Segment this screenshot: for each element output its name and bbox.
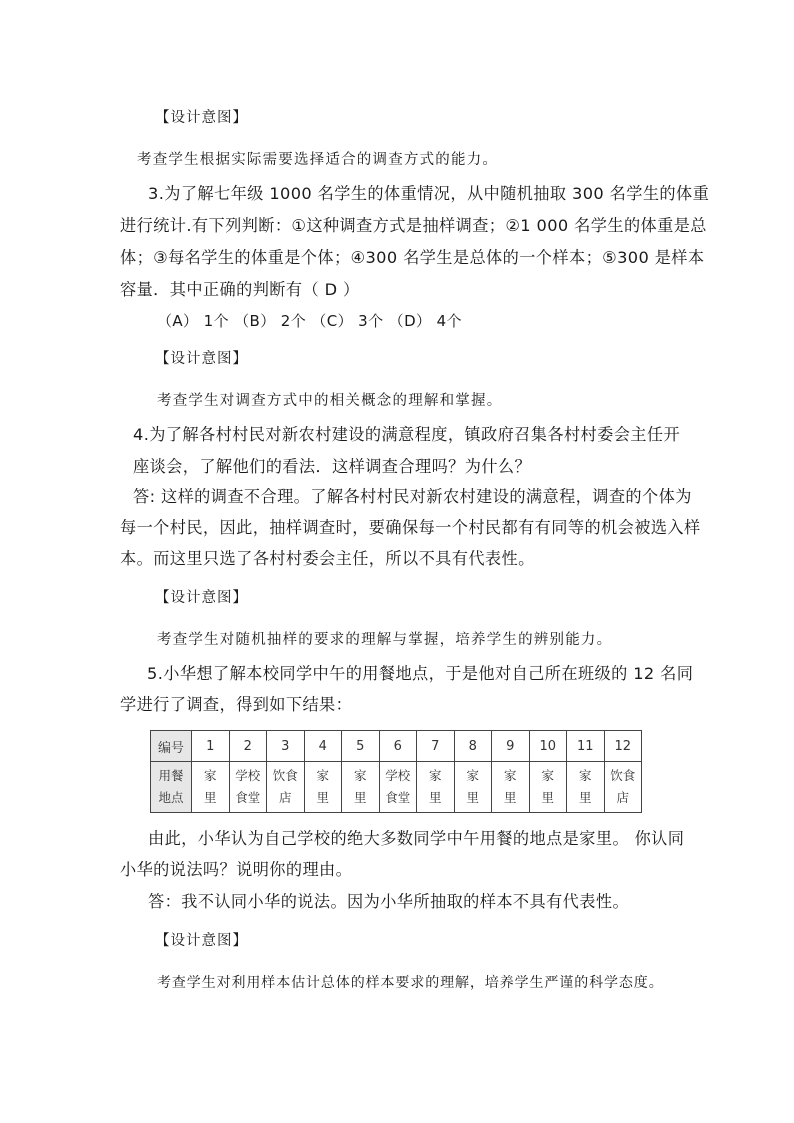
table-cell: 2 (229, 731, 267, 762)
q3-line-3: 体；③每名学生的体重是个体；④300 名学生是总体的一个样本；⑤300 是样本 (120, 248, 705, 267)
cell-top: 家 (316, 768, 329, 783)
cell-bottom: 店 (616, 790, 629, 805)
table-cell (492, 762, 530, 813)
table-header-cell: 编号 (151, 731, 192, 762)
q5-conclusion-line-2: 小华的说法吗？说明你的理由。 (120, 860, 353, 879)
table-cell: 12 (604, 731, 642, 762)
design-intent-heading: 【设计意图】 (155, 351, 248, 367)
cell-bottom: 食堂 (235, 790, 261, 805)
table-cell: 3 (267, 731, 305, 762)
q4-line-2: 座谈会，了解他们的看法．这样调查合理吗？为什么？ (133, 457, 532, 476)
table-cell (529, 762, 567, 813)
table-cell: 10 (529, 731, 567, 762)
table-cell (342, 762, 380, 813)
cell-bottom: 里 (466, 790, 479, 805)
table-cell (417, 762, 455, 813)
design-intent-note: 考查学生对随机抽样的要求的理解与掌握，培养学生的辨别能力。 (157, 632, 613, 648)
q4-line-1: 4.为了解各村村民对新农村建设的满意程度，镇政府召集各村村委会主任开 (133, 425, 681, 444)
cell-top: 家 (428, 768, 442, 783)
table-cell (379, 762, 417, 813)
cell-top: 饮食 (272, 768, 298, 783)
cell-bottom: 里 (541, 790, 554, 805)
cell-top: 家 (353, 768, 367, 783)
q3-options: （A） 1个 （B） 2个 （C） 3个 （D） 4个 (157, 312, 462, 330)
table-cell: 7 (417, 731, 455, 762)
header-top: 用餐 (158, 768, 184, 783)
cell-top: 家 (466, 768, 479, 783)
cell-bottom: 里 (203, 790, 217, 805)
cell-top: 学校 (235, 768, 261, 783)
q3-line-1: 3.为了解七年级 1000 名学生的体重情况，从中随机抽取 300 名学生的体重 (148, 184, 710, 203)
cell-bottom: 里 (428, 790, 442, 805)
design-intent-heading: 【设计意图】 (155, 590, 248, 606)
table-cell: 4 (304, 731, 342, 762)
design-intent-note: 考查学生根据实际需要选择适合的调查方式的能力。 (137, 152, 499, 168)
header-bottom: 地点 (158, 790, 184, 805)
q5-line-1: 5.小华想了解本校同学中午的用餐地点，于是他对自己所在班级的 12 名同 (147, 664, 694, 683)
cell-top: 家 (578, 768, 592, 783)
table-cell (304, 762, 342, 813)
cell-bottom: 店 (278, 790, 292, 805)
cell-bottom: 里 (578, 790, 592, 805)
design-intent-heading: 【设计意图】 (155, 933, 248, 949)
cell-bottom: 里 (503, 790, 517, 805)
design-intent-heading: 【设计意图】 (155, 110, 248, 126)
q3-line-2: 进行统计.有下列判断：①这种调查方式是抽样调查；②1 000 名学生的体重是总 (120, 216, 707, 235)
cell-top: 家 (203, 768, 217, 783)
table-header-cell (151, 762, 192, 813)
q5-answer: 答：我不认同小华的说法。因为小华所抽取的样本不具有代表性。 (148, 892, 630, 911)
table-row (151, 731, 642, 762)
q3-line-4: 容量．其中正确的判断有（ D ） (120, 280, 360, 299)
table-cell (267, 762, 305, 813)
table-cell: 8 (454, 731, 492, 762)
q5-line-2: 学进行了调查，得到如下结果： (120, 695, 353, 714)
table-cell: 6 (379, 731, 417, 762)
q4-answer-line-2: 每一个村民，因此，抽样调查时，要确保每一个村民都有有同等的机会被选入样 (120, 518, 701, 537)
lunch-location-table (150, 730, 642, 813)
table-cell (454, 762, 492, 813)
cell-bottom: 食堂 (385, 790, 411, 805)
table-cell (567, 762, 605, 813)
table-cell: 1 (192, 731, 230, 762)
table-cell (229, 762, 267, 813)
cell-bottom: 里 (353, 790, 367, 805)
table-row (151, 762, 642, 813)
q5-conclusion-line-1: 由此，小华认为自己学校的绝大多数同学中午用餐的地点是家里。 你认同 (148, 829, 685, 848)
design-intent-note: 考查学生对调查方式中的相关概念的理解和掌握。 (157, 393, 503, 409)
table-cell: 11 (567, 731, 605, 762)
q4-answer-line-3: 本。而这里只选了各村村委会主任，所以不具有代表性。 (120, 549, 535, 568)
table-cell (192, 762, 230, 813)
table-cell (604, 762, 642, 813)
cell-bottom: 里 (316, 790, 329, 805)
design-intent-note: 考查学生对利用样本估计总体的样本要求的理解，培养学生严谨的科学态度。 (157, 975, 664, 991)
q4-answer-line-1: 答: 这样的调查不合理。了解各村村民对新农村建设的满意程，调查的个体为 (133, 487, 692, 506)
table-cell: 5 (342, 731, 380, 762)
cell-top: 家 (541, 768, 554, 783)
cell-top: 饮食 (610, 768, 636, 783)
table-cell: 9 (492, 731, 530, 762)
cell-top: 家 (503, 768, 517, 783)
cell-top: 学校 (385, 768, 411, 783)
